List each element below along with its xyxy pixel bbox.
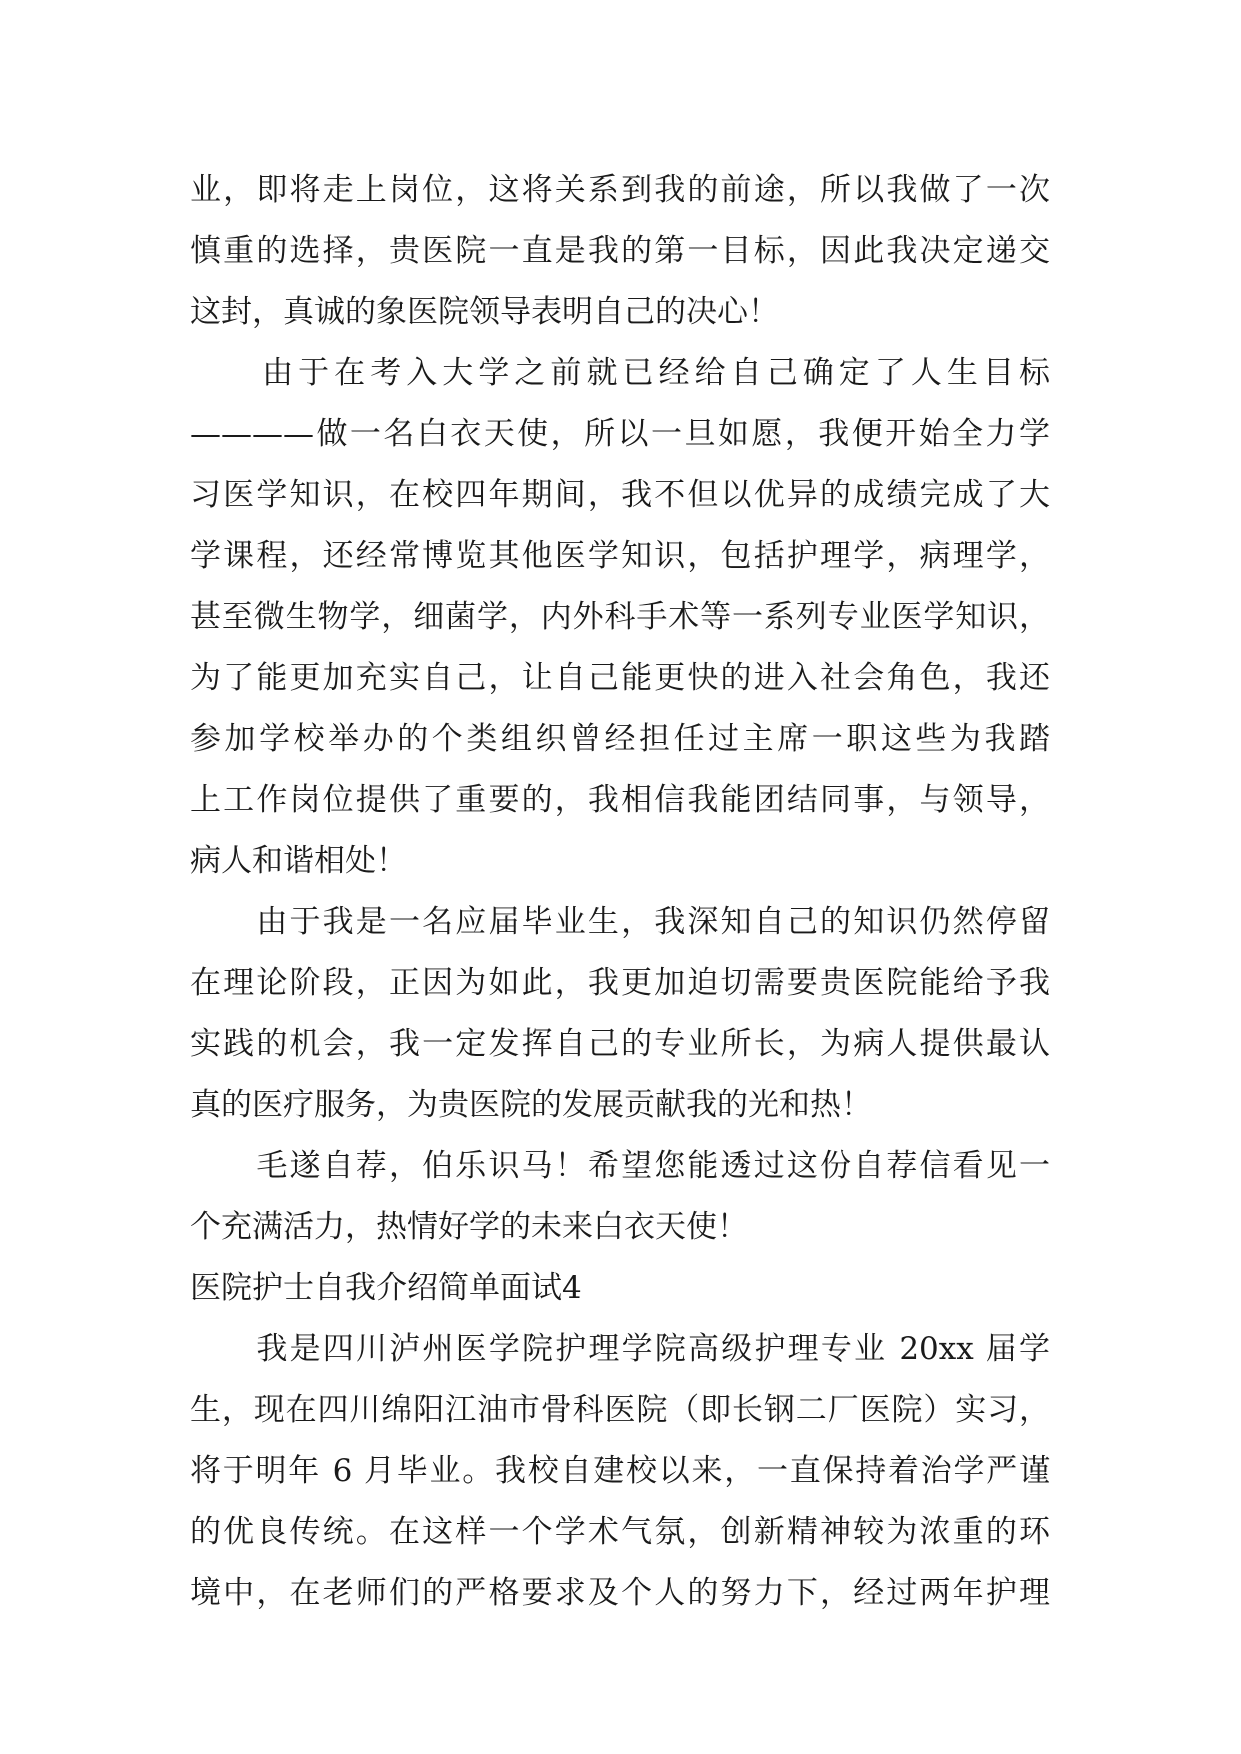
text-line: 甚至微生物学，细菌学，内外科手术等一系列专业医学知识，	[190, 599, 1050, 635]
text-line: 为了能更加充实自己，让自己能更快的进入社会角色，我还	[190, 660, 1050, 696]
paragraph-5	[190, 1319, 1050, 1624]
document-page	[190, 160, 1050, 1624]
text-line: 由于我是一名应届毕业生，我深知自己的知识仍然停留	[190, 904, 1050, 940]
text-line: 将于明年 6 月毕业。我校自建校以来，一直保持着治学严谨	[190, 1453, 1050, 1489]
text-line: 学课程，还经常博览其他医学知识，包括护理学，病理学，	[190, 538, 1050, 574]
text-line: 我是四川泸州医学院护理学院高级护理专业 20xx 届学	[190, 1331, 1050, 1367]
text-line: 病人和谐相处！	[190, 843, 407, 879]
text-line: 慎重的选择，贵医院一直是我的第一目标，因此我决定递交	[190, 233, 1050, 269]
text-line: 在理论阶段，正因为如此，我更加迫切需要贵医院能给予我	[190, 965, 1050, 1001]
text-line: ————做一名白衣天使，所以一旦如愿，我便开始全力学	[190, 416, 1050, 452]
text-line: 生，现在四川绵阳江油市骨科医院（即长钢二厂医院）实习，	[190, 1392, 1050, 1428]
text-line: 习医学知识，在校四年期间，我不但以优异的成绩完成了大	[190, 477, 1050, 513]
paragraph-4	[190, 1136, 1050, 1258]
text-line: 参加学校举办的个类组织曾经担任过主席一职这些为我踏	[190, 721, 1050, 757]
text-line: 这封，真诚的象医院领导表明自己的决心！	[190, 294, 779, 330]
text-line: 毛遂自荐，伯乐识马！希望您能透过这份自荐信看见一	[190, 1148, 1050, 1184]
paragraph-2	[190, 343, 1050, 892]
text-line: 境中，在老师们的严格要求及个人的努力下，经过两年护理	[190, 1575, 1050, 1611]
text-line: 的优良传统。在这样一个学术气氛，创新精神较为浓重的环	[190, 1514, 1050, 1550]
text-line: 业，即将走上岗位，这将关系到我的前途，所以我做了一次	[190, 172, 1050, 208]
text-line: 由于在考入大学之前就已经给自己确定了人生目标	[190, 355, 1050, 391]
text-line: 上工作岗位提供了重要的，我相信我能团结同事，与领导，	[190, 782, 1050, 818]
text-line: 实践的机会，我一定发挥自己的专业所长，为病人提供最认	[190, 1026, 1050, 1062]
text-line: 真的医疗服务，为贵医院的发展贡献我的光和热！	[190, 1087, 872, 1123]
text-line: 个充满活力，热情好学的未来白衣天使！	[190, 1209, 748, 1245]
section-heading: 医院护士自我介绍简单面试4	[190, 1270, 582, 1306]
paragraph-3	[190, 892, 1050, 1136]
paragraph-1	[190, 160, 1050, 343]
